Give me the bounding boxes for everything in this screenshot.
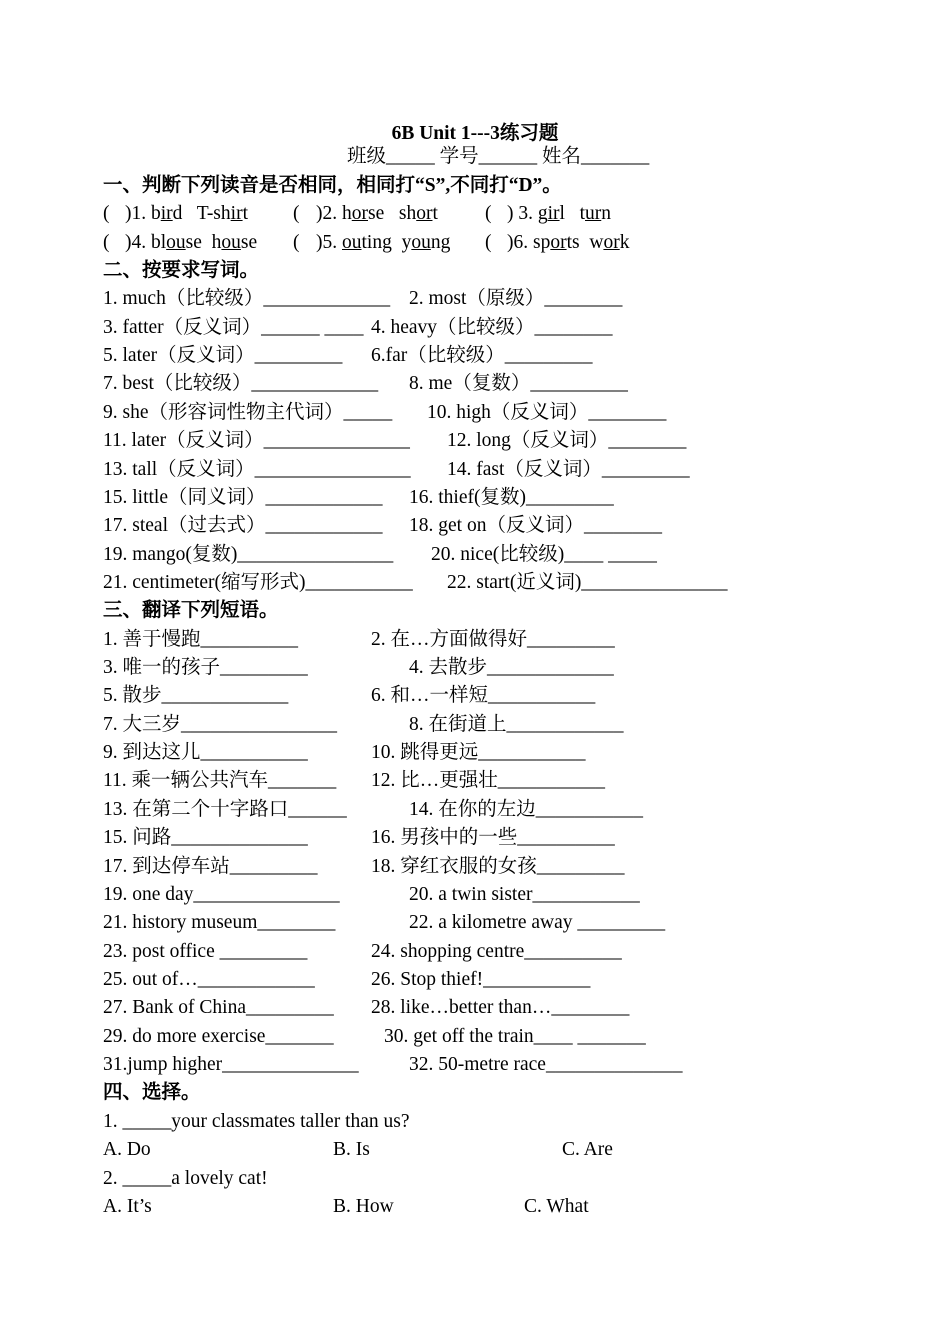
phrase-item: 6. 和…一样短___________ (371, 685, 596, 706)
phrase-item: 20. a twin sister___________ (409, 884, 640, 905)
phrase-item: 22. a kilometre away _________ (409, 912, 666, 933)
word-item: 2. most（原级）________ (409, 288, 623, 309)
word-item: 16. thief(复数)_________ (409, 487, 614, 508)
phrase-item: 8. 在街道上____________ (409, 714, 624, 735)
phrase-item: 3. 唯一的孩子_________ (103, 657, 308, 678)
phrase-item: 29. do more exercise_______ (103, 1026, 334, 1047)
phrase-item: 32. 50-metre race______________ (409, 1054, 683, 1075)
word-item: 13. tall（反义词）________________ (103, 459, 411, 480)
phrase-item: 31.jump higher______________ (103, 1054, 359, 1075)
word-item: 6.far（比较级）_________ (371, 345, 593, 366)
word-item: 3. fatter（反义词）______ ____ (103, 317, 364, 338)
word-item: 15. little（同义词）____________ (103, 487, 383, 508)
student-info-line: 班级_____ 学号______ 姓名_______ (347, 146, 650, 167)
phrase-item: 9. 到达这儿___________ (103, 742, 308, 763)
word-item: 14. fast（反义词）_________ (447, 459, 690, 480)
section-4-heading: 四、选择。 (103, 1082, 201, 1103)
document-title: 6B Unit 1---3练习题 (391, 123, 559, 144)
word-item: 20. nice(比较级)____ _____ (431, 544, 657, 565)
option-a: A. It’s (103, 1196, 152, 1217)
option-b: B. How (333, 1196, 394, 1217)
word-item: 1. much（比较级）_____________ (103, 288, 391, 309)
phrase-item: 28. like…better than…________ (371, 997, 630, 1018)
question-2: 2. _____a lovely cat! (103, 1168, 268, 1189)
word-item: 19. mango(复数)________________ (103, 544, 394, 565)
phrase-item: 7. 大三岁________________ (103, 714, 338, 735)
option-c: C. What (524, 1196, 589, 1217)
word-item: 12. long（反义词）________ (447, 430, 687, 451)
word-item: 11. later（反义词）_______________ (103, 430, 410, 451)
word-item: 22. start(近义词)_______________ (447, 572, 728, 593)
phrase-item: 2. 在…方面做得好_________ (371, 629, 615, 650)
question-1: 1. _____your classmates taller than us? (103, 1111, 410, 1132)
phrase-item: 27. Bank of China_________ (103, 997, 334, 1018)
word-item: 7. best（比较级）_____________ (103, 373, 379, 394)
phrase-item: 4. 去散步_____________ (409, 657, 614, 678)
option-a: A. Do (103, 1139, 151, 1160)
word-item: 8. me（复数）__________ (409, 373, 628, 394)
phrase-item: 19. one day_______________ (103, 884, 340, 905)
word-item: 9. she（形容词性物主代词）_____ (103, 402, 393, 423)
section-3-heading: 三、翻译下列短语。 (103, 600, 279, 621)
phrase-item: 17. 到达停车站_________ (103, 856, 318, 877)
phrase-item: 1. 善于慢跑__________ (103, 629, 299, 650)
word-item: 17. steal（过去式）____________ (103, 515, 383, 536)
word-item: 18. get on（反义词）________ (409, 515, 662, 536)
phrase-item: 5. 散步_____________ (103, 685, 289, 706)
phrase-item: 11. 乘一辆公共汽车_______ (103, 770, 337, 791)
phrase-item: 24. shopping centre__________ (371, 941, 622, 962)
section-1-heading: 一、判断下列读音是否相同，相同打“S”,不同打“D”。 (103, 175, 562, 196)
phrase-item: 14. 在你的左边___________ (409, 799, 644, 820)
phrase-item: 18. 穿红衣服的女孩_________ (371, 856, 625, 877)
phrase-item: 15. 问路______________ (103, 827, 308, 848)
phrase-item: 25. out of…____________ (103, 969, 315, 990)
section-2-heading: 二、按要求写词。 (103, 260, 260, 281)
phrase-item: 30. get off the train____ _______ (384, 1026, 646, 1047)
phrase-item: 16. 男孩中的一些__________ (371, 827, 615, 848)
option-b: B. Is (333, 1139, 370, 1160)
phrase-item: 12. 比…更强壮___________ (371, 770, 606, 791)
phrase-item: 21. history museum________ (103, 912, 336, 933)
phrase-item: 26. Stop thief!___________ (371, 969, 591, 990)
word-item: 10. high（反义词）________ (427, 402, 667, 423)
option-c: C. Are (562, 1139, 613, 1160)
word-item: 21. centimeter(缩写形式)___________ (103, 572, 413, 593)
word-item: 4. heavy（比较级）________ (371, 317, 613, 338)
phrase-item: 10. 跳得更远___________ (371, 742, 586, 763)
phrase-item: 13. 在第二个十字路口______ (103, 799, 347, 820)
phrase-item: 23. post office _________ (103, 941, 308, 962)
word-item: 5. later（反义词）_________ (103, 345, 343, 366)
